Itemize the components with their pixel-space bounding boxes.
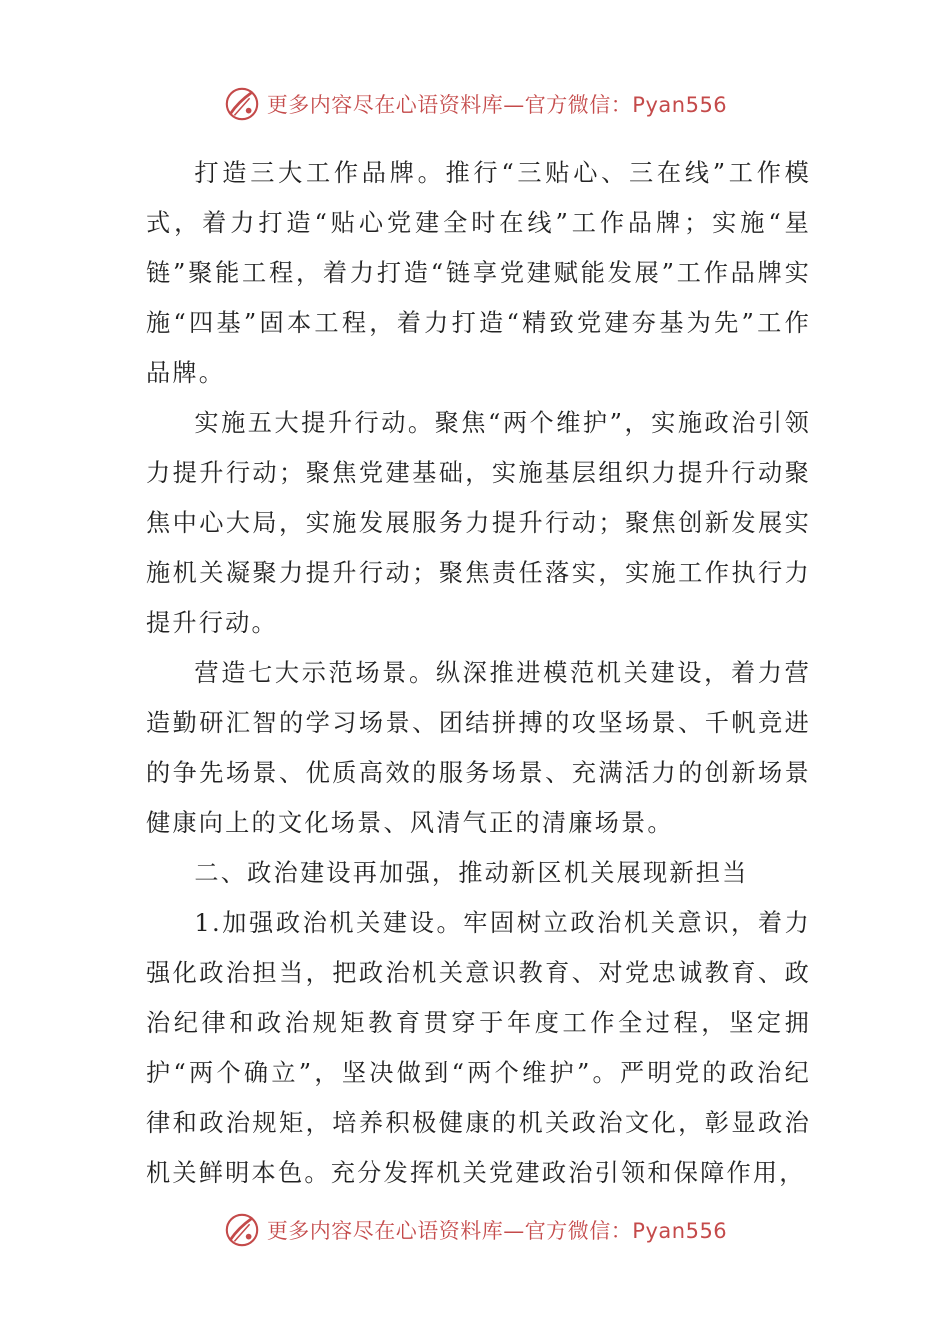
paragraph-4: 1.加强政治机关建设。牢固树立政治机关意识，着力强化政治担当，把政治机关意识教育、对党忠诚教育、政治纪律和政治规矩教育贯穿于年度工作全过程，坚定拥护“两个确立”，坚决做到“两个维护”。严明党的政治纪律和政治规矩，培养积极健康的机关政治文化，彰显政治机关鲜明本色。充分发挥机关党建政治引领和保障作用， bbox=[146, 909, 811, 1187]
section-heading: 二、政治建设再加强，推动新区机关展现新担当 bbox=[194, 859, 749, 887]
header-banner bbox=[0, 84, 950, 124]
paragraph-3: 营造七大示范场景。纵深推进模范机关建设，着力营造勤研汇智的学习场景、团结拼搏的攻坚场景、千帆竞进的争先场景、优质高效的服务场景、充满活力的创新场景健康向上的文化场景、风清气正的清廉场景。 bbox=[146, 659, 811, 837]
paragraph-1: 打造三大工作品牌。推行“三贴心、三在线”工作模式，着力打造“贴心党建全时在线”工作品牌；实施“星链”聚能工程，着力打造“链享党建赋能发展”工作品牌实施“四基”固本工程，着力打造“精致党建夯基为先”工作品牌。 bbox=[146, 159, 811, 387]
header-banner-text: 更多内容尽在心语资料库—官方微信：Pyan556 bbox=[266, 93, 728, 117]
footer-banner-text: 更多内容尽在心语资料库—官方微信：Pyan556 bbox=[266, 1219, 728, 1243]
pen-seal-icon bbox=[223, 1211, 261, 1249]
paragraph-2: 实施五大提升行动。聚焦“两个维护”，实施政治引领力提升行动；聚焦党建基础，实施基层组织力提升行动聚焦中心大局，实施发展服务力提升行动；聚焦创新发展实施机关凝聚力提升行动；聚焦责任落实，实施工作执行力提升行动。 bbox=[146, 409, 811, 637]
document-body bbox=[146, 148, 811, 1198]
pen-seal-icon bbox=[223, 85, 261, 123]
footer-banner bbox=[0, 1210, 950, 1250]
